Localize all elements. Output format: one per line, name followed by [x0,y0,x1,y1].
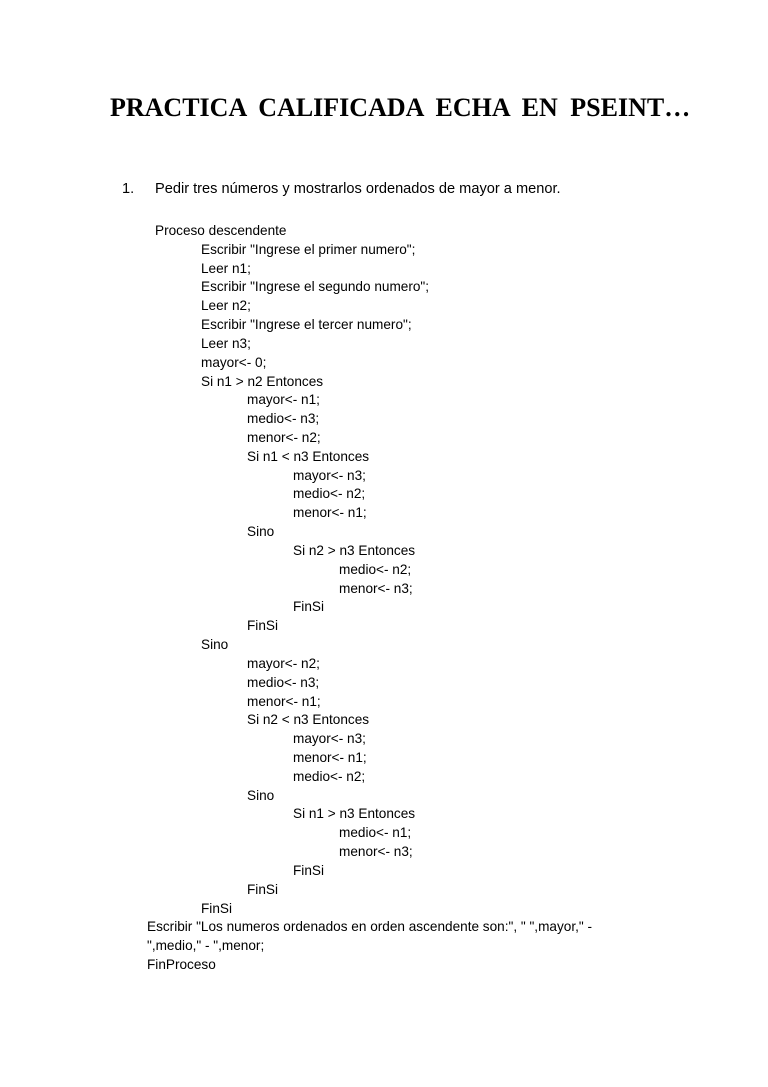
code-line: FinSi [293,862,324,878]
code-line: medio<- n3; [247,674,320,690]
code-line: Sino [201,637,229,653]
code-line: medio<- n3; [247,411,320,427]
code-line: mayor<- n1; [247,392,320,408]
code-line: menor<- n1; [293,749,367,765]
code-line: Si n2 > n3 Entonces [293,542,416,558]
code-line: Si n1 < n3 Entonces [247,448,370,464]
code-line: Leer n2; [201,298,251,314]
code-line: FinProceso [147,956,216,972]
code-line: mayor<- n3; [293,731,366,747]
code-line: FinSi [247,881,278,897]
page-title: PRACTICA CALIFICADA ECHA EN PSEINT… [110,93,691,122]
code-line: Escribir "Ingrese el segundo numero"; [201,279,430,295]
code-line: Sino [247,524,275,540]
code-line: Escribir "Ingrese el tercer numero"; [201,317,412,333]
code-line: menor<- n1; [293,505,367,521]
code-line: menor<- n1; [247,693,321,709]
code-line: menor<- n3; [339,580,413,596]
code-line: Si n2 < n3 Entonces [247,712,370,728]
code-line: medio<- n2; [293,768,366,784]
code-line: Proceso descendente [155,223,287,238]
code-line: menor<- n2; [247,430,321,446]
list-number: 1. [122,181,135,197]
code-line: mayor<- n2; [247,655,320,671]
code-line: menor<- n3; [339,844,413,860]
code-line: medio<- n2; [339,561,412,577]
code-line: mayor<- 0; [201,354,267,370]
code-line: medio<- n2; [293,486,366,502]
code-line: Si n1 > n2 Entonces [201,373,324,389]
list-item-1 [122,181,561,197]
code-line: FinSi [247,618,278,634]
code-line: Escribir "Ingrese el primer numero"; [201,241,416,257]
code-line: FinSi [201,900,232,916]
code-line: Si n1 > n3 Entonces [293,806,416,822]
code-line: FinSi [293,599,324,615]
code-line: medio<- n1; [339,825,412,841]
list-item-text: Pedir tres números y mostrarlos ordenados de mayor a menor. [155,181,561,197]
code-line: ",medio," - ",menor; [147,938,265,954]
code-line: Leer n1; [201,260,251,276]
code-line: Leer n3; [201,335,251,351]
code-line: mayor<- n3; [293,467,366,483]
code-line: Sino [247,787,275,803]
code-line: Escribir "Los numeros ordenados en orden ascendente son:", " ",mayor," - [147,919,593,935]
